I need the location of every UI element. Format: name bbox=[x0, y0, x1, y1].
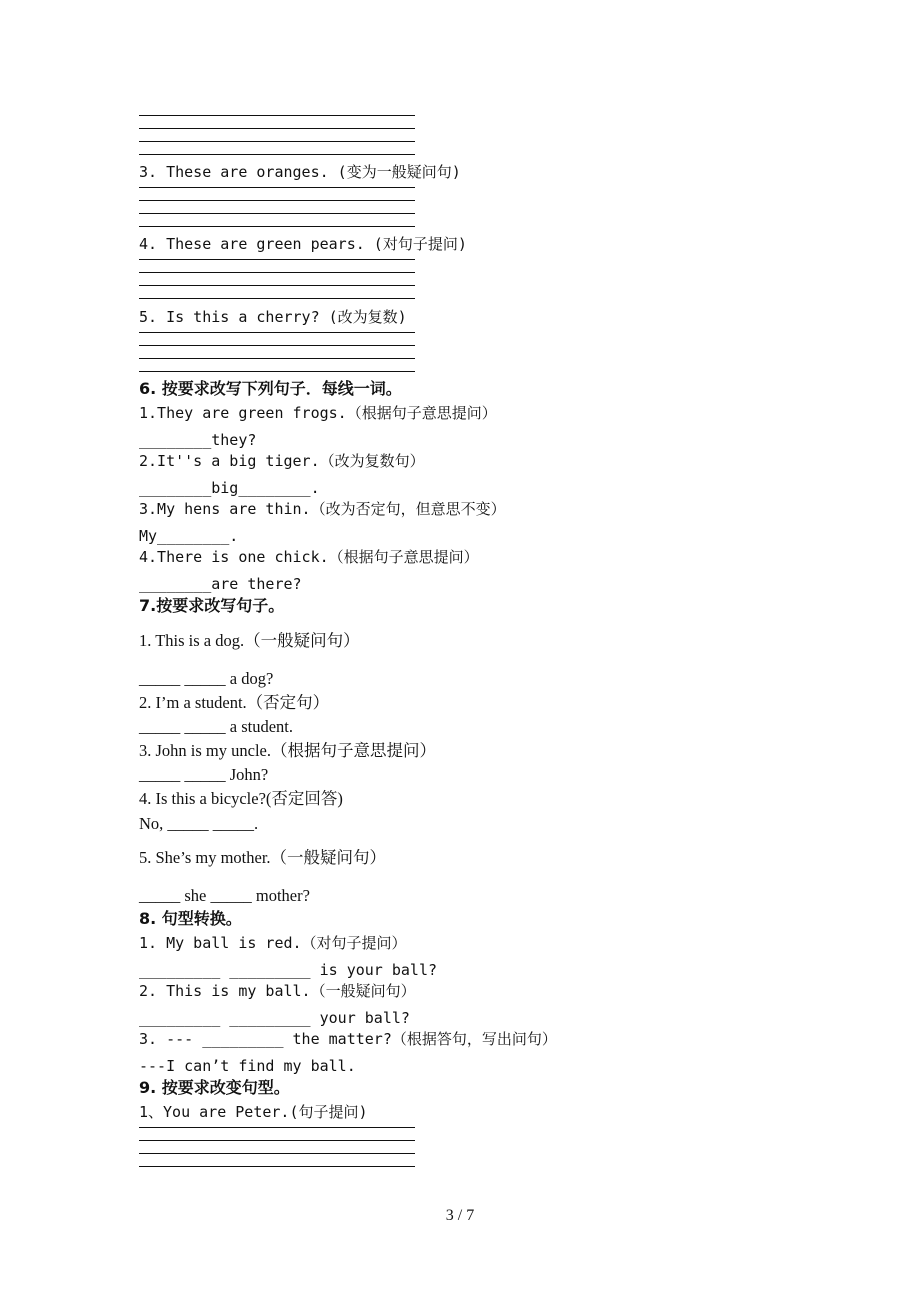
question-text: 3. John is my uncle.（根据句子意思提问） bbox=[139, 741, 436, 760]
answer-text: _____ _____ John? bbox=[139, 765, 269, 784]
answer-text: _____ she _____ mother? bbox=[139, 886, 310, 905]
question-text: 1. My ball is red.（对句子提问） bbox=[139, 934, 407, 952]
question-text: 4.There is one chick.（根据句子意思提问） bbox=[139, 548, 479, 566]
answer-line bbox=[139, 272, 415, 273]
answer-text: ________they? bbox=[139, 431, 257, 449]
question-text: 5. Is this a cherry? (改为复数) bbox=[139, 308, 407, 326]
question-text: 3. --- _________ the matter?（根据答句，写出问句） bbox=[139, 1030, 557, 1048]
question-text: 2. I’m a student.（否定句） bbox=[139, 693, 330, 712]
answer-line bbox=[139, 128, 415, 129]
page-number: 3 / 7 bbox=[445, 1207, 475, 1224]
answer-line bbox=[139, 1153, 415, 1154]
answer-line bbox=[139, 115, 415, 116]
answer-text: _____ _____ a student. bbox=[139, 717, 293, 736]
answer-text: My________. bbox=[139, 527, 239, 545]
answer-line bbox=[139, 332, 415, 333]
question-text: 4. These are green pears. (对句子提问) bbox=[139, 235, 467, 253]
answer-line bbox=[139, 345, 415, 346]
answer-line bbox=[139, 226, 415, 227]
answer-line bbox=[139, 141, 415, 142]
section-heading: 8. 句型转换。 bbox=[139, 909, 242, 928]
question-text: 3. These are oranges. (变为一般疑问句) bbox=[139, 163, 461, 181]
answer-line bbox=[139, 358, 415, 359]
answer-line bbox=[139, 1140, 415, 1141]
answer-line bbox=[139, 213, 415, 214]
answer-line bbox=[139, 259, 415, 260]
answer-text: _____ _____ a dog? bbox=[139, 669, 274, 688]
answer-line bbox=[139, 285, 415, 286]
answer-text: _________ _________ your ball? bbox=[139, 1009, 410, 1027]
answer-text: ---I can’t find my ball. bbox=[139, 1057, 356, 1075]
question-text: 4. Is this a bicycle?(否定回答) bbox=[139, 789, 343, 808]
question-text: 1、You are Peter.(句子提问) bbox=[139, 1103, 368, 1121]
question-text: 1. This is a dog.（一般疑问句） bbox=[139, 631, 360, 650]
answer-line bbox=[139, 298, 415, 299]
answer-line bbox=[139, 200, 415, 201]
answer-text: ________big________. bbox=[139, 479, 320, 497]
answer-text: _________ _________ is your ball? bbox=[139, 961, 438, 979]
answer-line bbox=[139, 1127, 415, 1128]
answer-text: No, _____ _____. bbox=[139, 814, 259, 833]
answer-line bbox=[139, 1166, 415, 1167]
section-heading: 9. 按要求改变句型。 bbox=[139, 1078, 290, 1097]
question-text: 1.They are green frogs.（根据句子意思提问） bbox=[139, 404, 497, 422]
answer-line bbox=[139, 154, 415, 155]
answer-line bbox=[139, 187, 415, 188]
question-text: 5. She’s my mother.（一般疑问句） bbox=[139, 848, 387, 867]
answer-text: ________are there? bbox=[139, 575, 302, 593]
question-text: 2. This is my ball.（一般疑问句） bbox=[139, 982, 416, 1000]
section-heading: 6. 按要求改写下列句子．每线一词。 bbox=[139, 379, 402, 398]
answer-line bbox=[139, 371, 415, 372]
section-heading: 7.按要求改写句子。 bbox=[139, 596, 285, 615]
question-text: 3.My hens are thin.（改为否定句，但意思不变） bbox=[139, 500, 506, 518]
question-text: 2.It''s a big tiger.（改为复数句） bbox=[139, 452, 425, 470]
